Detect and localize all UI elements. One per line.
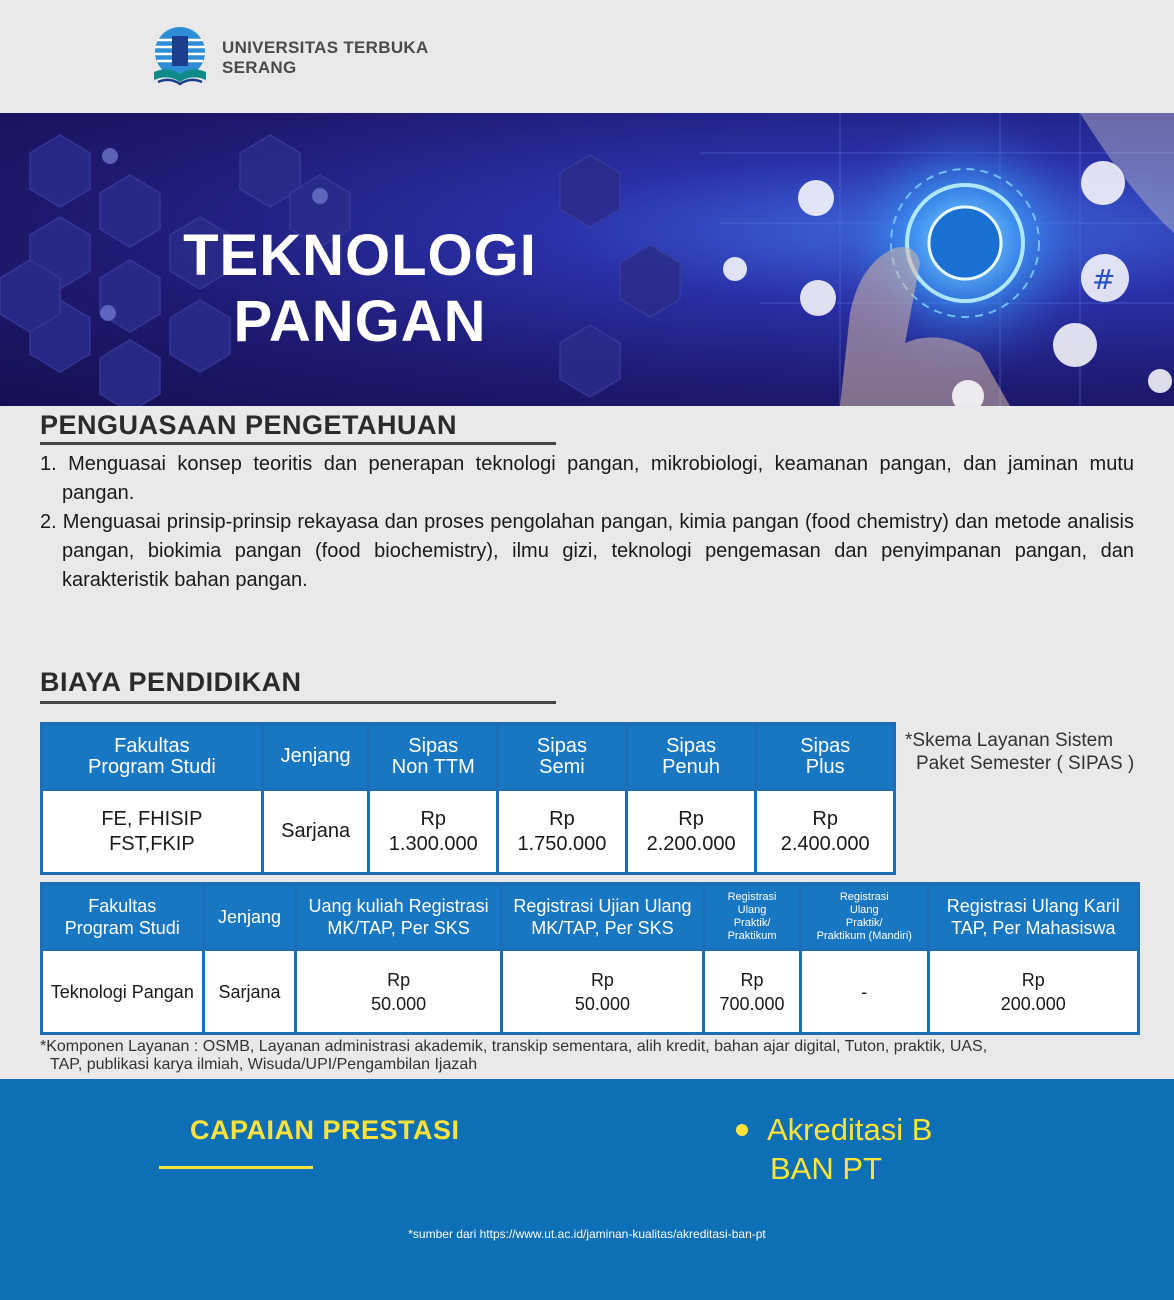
knowledge-heading: PENGUASAAN PENGETAHUAN [40,410,458,440]
list-item: 2. Menguasai prinsip-prinsip rekayasa dan proses pengolahan pangan, kimia pangan (food chemistry) dan metode analisis pangan, biokimia pangan (food biochemistry), ilmu gizi, teknologi pengemasan dan penyimpanan pangan, dan karakteristik bahan pangan. [40,511,1134,591]
components-line-1: *Komponen Layanan : OSMB, Layanan administrasi akademik, transkip sementara, alih kredit, bahan ajar digital, Tuton, praktik, UAS, [40,1038,988,1055]
fees-heading-rule [40,701,556,704]
service-components-note [40,1038,1150,1074]
col-practicum-independent: Registrasi Ulang Praktik/ Praktikum (Mandiri) [800,884,928,950]
achievement-heading-rule [159,1166,313,1169]
cell-level: Sarjana [262,790,369,874]
source-note: *sumber dari https://www.ut.ac.id/jaminan-kualitas/akreditasi-ban-pt [408,1227,766,1241]
registration-fee-table [40,882,1140,1035]
cell-fee: Rp 2.400.000 [756,790,895,874]
cell-program: Teknologi Pangan [42,950,204,1034]
cell-fee: Rp 200.000 [928,950,1138,1034]
sipas-note [905,729,1134,775]
list-item: 1. Menguasai konsep teoritis dan penerapan teknologi pangan, mikrobiologi, keamanan pangan, dan jaminan mutu pangan. [40,453,1134,504]
program-title [0,223,720,355]
accreditation-line-2: BAN PT [770,1151,882,1186]
col-practicum: Registrasi Ulang Praktik/ Praktikum [704,884,801,950]
university-name [222,38,429,78]
achievement-heading: CAPAIAN PRESTASI [190,1115,460,1145]
col-faculty: Fakultas Program Studi [42,724,263,790]
table-header-row [42,724,895,790]
sipas-fee-table [40,722,896,875]
cell-fee: Rp 50.000 [296,950,501,1034]
col-sipas-non-ttm: Sipas Non TTM [369,724,498,790]
table-row [42,790,895,874]
col-level: Jenjang [262,724,369,790]
col-sipas-plus: Sipas Plus [756,724,895,790]
page-header [0,0,1174,113]
brand-line-2: SERANG [222,58,297,77]
cell-fee: Rp 1.750.000 [498,790,627,874]
cell-level: Sarjana [203,950,296,1034]
hero-banner [0,113,1174,406]
col-reexam-per-sks: Registrasi Ujian Ulang MK/TAP, Per SKS [501,884,703,950]
accreditation-item [767,1110,932,1188]
col-faculty: Fakultas Program Studi [42,884,204,950]
svg-text:#: # [1092,263,1116,296]
title-line-2: PANGAN [233,289,487,354]
col-tuition-per-sks: Uang kuliah Registrasi MK/TAP, Per SKS [296,884,501,950]
cell-fee: - [800,950,928,1034]
table-row [42,950,1139,1034]
col-sipas-penuh: Sipas Penuh [626,724,756,790]
cell-fee: Rp 2.200.000 [626,790,756,874]
ut-logo-icon [150,26,210,90]
fees-heading: BIAYA PENDIDIKAN [40,667,302,697]
cell-faculty: FE, FHISIP FST,FKIP [42,790,263,874]
col-karil-tap: Registrasi Ulang Karil TAP, Per Mahasiswa [928,884,1138,950]
components-line-2: TAP, publikasi karya ilmiah, Wisuda/UPI/Pengambilan Ijazah [50,1056,478,1073]
bullet-icon [736,1124,748,1136]
cell-fee: Rp 1.300.000 [369,790,498,874]
cell-fee: Rp 700.000 [704,950,801,1034]
cell-fee: Rp 50.000 [501,950,703,1034]
sipas-note-line-2: Paket Semester ( SIPAS ) [916,753,1135,774]
col-level: Jenjang [203,884,296,950]
achievement-footer [0,1079,1174,1300]
col-sipas-semi: Sipas Semi [498,724,627,790]
knowledge-list [40,450,1134,595]
sipas-note-line-1: *Skema Layanan Sistem [905,730,1114,751]
accreditation-line-1: Akreditasi B [767,1112,933,1147]
title-line-1: TEKNOLOGI [183,223,537,288]
table-header-row [42,884,1139,950]
knowledge-heading-rule [40,442,556,445]
brand-line-1: UNIVERSITAS TERBUKA [222,38,429,57]
